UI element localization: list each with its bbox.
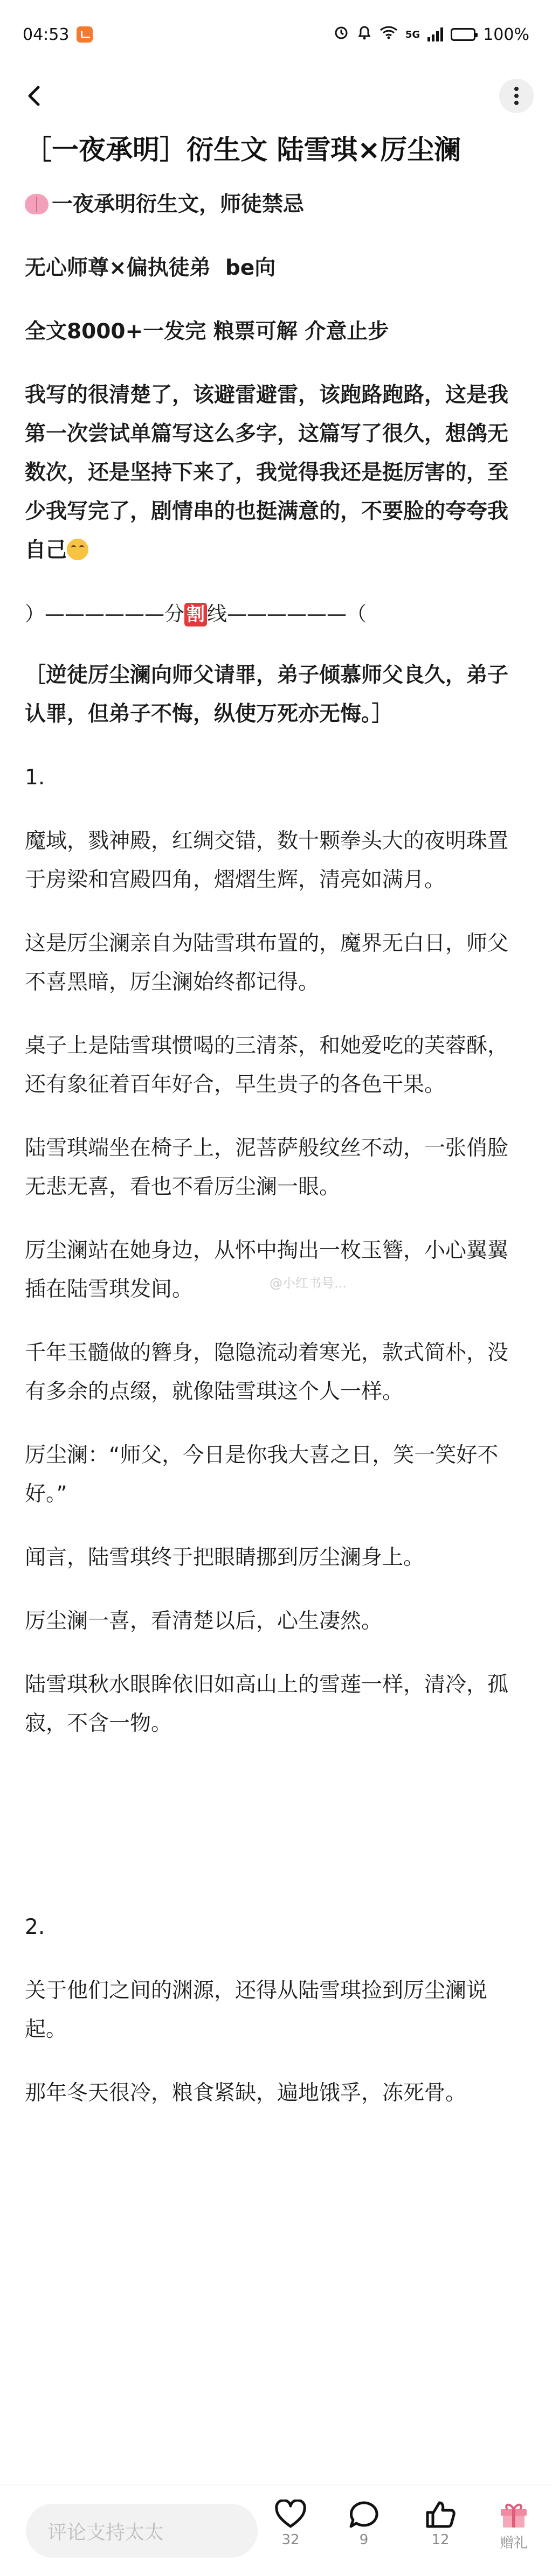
author-note — [25, 376, 527, 570]
section-spacer — [25, 1768, 527, 1838]
section-spacer — [25, 1838, 527, 1908]
status-bar — [0, 0, 552, 69]
battery-icon — [451, 28, 475, 41]
gift-icon — [498, 2500, 530, 2530]
nav-bar — [0, 69, 552, 121]
paragraph: 陆雪琪秋水眼眸依旧如高山上的雪莲一样，清冷，孤寂，不含一物。 — [25, 1673, 509, 1736]
status-time: 04:53 — [23, 25, 70, 44]
like-count: 32 — [281, 2532, 300, 2548]
paragraph: 魔域，戮神殿，红绸交错，数十颗拳头大的夜明珠置于房梁和宫殿四角，熠熠生辉，清亮如满月。 — [25, 829, 509, 892]
paragraph: 千年玉髓做的簪身，隐隐流动着寒光，款式简朴，没有多余的点缀，就像陆雪琪这个人一样。 — [25, 1341, 509, 1404]
laughing-emoji-icon — [67, 539, 88, 560]
status-left — [23, 25, 93, 44]
paragraph: 关于他们之间的渊源，还得从陆雪琪捡到厉尘澜说起。 — [25, 1979, 488, 2042]
battery-level: 100% — [483, 25, 529, 44]
comment-input[interactable] — [26, 2504, 258, 2558]
thumbs-up-count: 12 — [431, 2532, 450, 2548]
section-number: 1. — [25, 765, 45, 790]
divider-badge: 割 — [184, 603, 207, 626]
author-note-text: 我写的很清楚了，该避雷避雷，该跑路跑路，这是我第一次尝试单篇写这么多字，这篇写了很久，想鸽无数次，还是坚持下来了，我觉得我还是挺厉害的，至少我写完了，剧情串的也挺满意的，不要脸的夸夸我自己 — [25, 383, 509, 562]
alarm-icon — [333, 24, 349, 45]
paragraph: 这是厉尘澜亲自为陆雪琪布置的，魔界无白日，师父不喜黑暗，厉尘澜始终都记得。 — [25, 931, 509, 994]
paragraph: 闻言，陆雪琪终于把眼睛挪到厉尘澜身上。 — [25, 1545, 425, 1570]
article-info: 全文8000+一发完 粮票可解 介意止步 — [25, 319, 389, 344]
back-button[interactable] — [18, 81, 49, 111]
app-notification-icon — [77, 26, 93, 43]
brain-emoji-icon — [25, 194, 49, 214]
article-tags: 无心师尊×偏执徒弟 be向 — [25, 256, 276, 280]
comment-bubble-icon — [348, 2500, 380, 2530]
comment-count: 9 — [359, 2532, 369, 2548]
thumbs-up-icon — [424, 2500, 457, 2530]
section-divider — [25, 595, 527, 633]
story-summary: ［逆徒厉尘澜向师父请罪，弟子倾慕师父良久，弟子认罪，但弟子不悔，纵使万死亦无悔。］ — [25, 663, 509, 726]
network-type: 5G — [405, 29, 420, 40]
comment-button[interactable] — [340, 2500, 388, 2548]
gift-label: 赠礼 — [499, 2535, 528, 2551]
paragraph: 那年冬天很冷，粮食紧缺，遍地饿孚，冻死骨。 — [25, 2081, 467, 2105]
paragraph: 厉尘澜一喜，看清楚以后，心生凄然。 — [25, 1609, 383, 1633]
article-tagline — [25, 185, 527, 224]
more-vertical-icon — [514, 86, 519, 106]
paragraph: 厉尘澜：“师父，今日是你我大喜之日，笑一笑好不好。” — [25, 1443, 499, 1506]
comment-placeholder: 评论支持太太 — [47, 2521, 164, 2544]
bell-icon — [357, 24, 372, 45]
tagline-text: 一夜承明衍生文，师徒禁忌 — [52, 192, 305, 217]
divider-right: 线——————（ — [207, 602, 367, 625]
article-content — [25, 129, 527, 2138]
heart-icon — [274, 2500, 307, 2530]
article-title: ［一夜承明］衍生文 陆雪琪×厉尘澜 — [25, 134, 461, 165]
wifi-icon — [380, 25, 398, 44]
section-number: 2. — [25, 1915, 45, 1939]
paragraph: 厉尘澜站在她身边，从怀中掏出一枚玉簪，小心翼翼插在陆雪琪发间。 — [25, 1238, 509, 1301]
status-right — [333, 24, 529, 45]
back-arrow-icon — [25, 85, 42, 107]
gift-button[interactable] — [489, 2500, 538, 2552]
watermark: @小红书号... — [270, 1276, 347, 1291]
bottom-action-bar — [0, 2486, 552, 2576]
signal-icon — [427, 27, 443, 41]
paragraph: 陆雪琪端坐在椅子上，泥菩萨般纹丝不动，一张俏脸无悲无喜，看也不看厉尘澜一眼。 — [25, 1136, 509, 1199]
like-button[interactable] — [266, 2500, 315, 2548]
divider-left: ）——————分 — [25, 602, 184, 625]
paragraph: 桌子上是陆雪琪惯喝的三清茶，和她爱吃的芙蓉酥，还有象征着百年好合，早生贵子的各色干果。 — [25, 1034, 509, 1097]
thumbs-up-button[interactable] — [416, 2500, 465, 2548]
more-button[interactable] — [499, 79, 534, 113]
